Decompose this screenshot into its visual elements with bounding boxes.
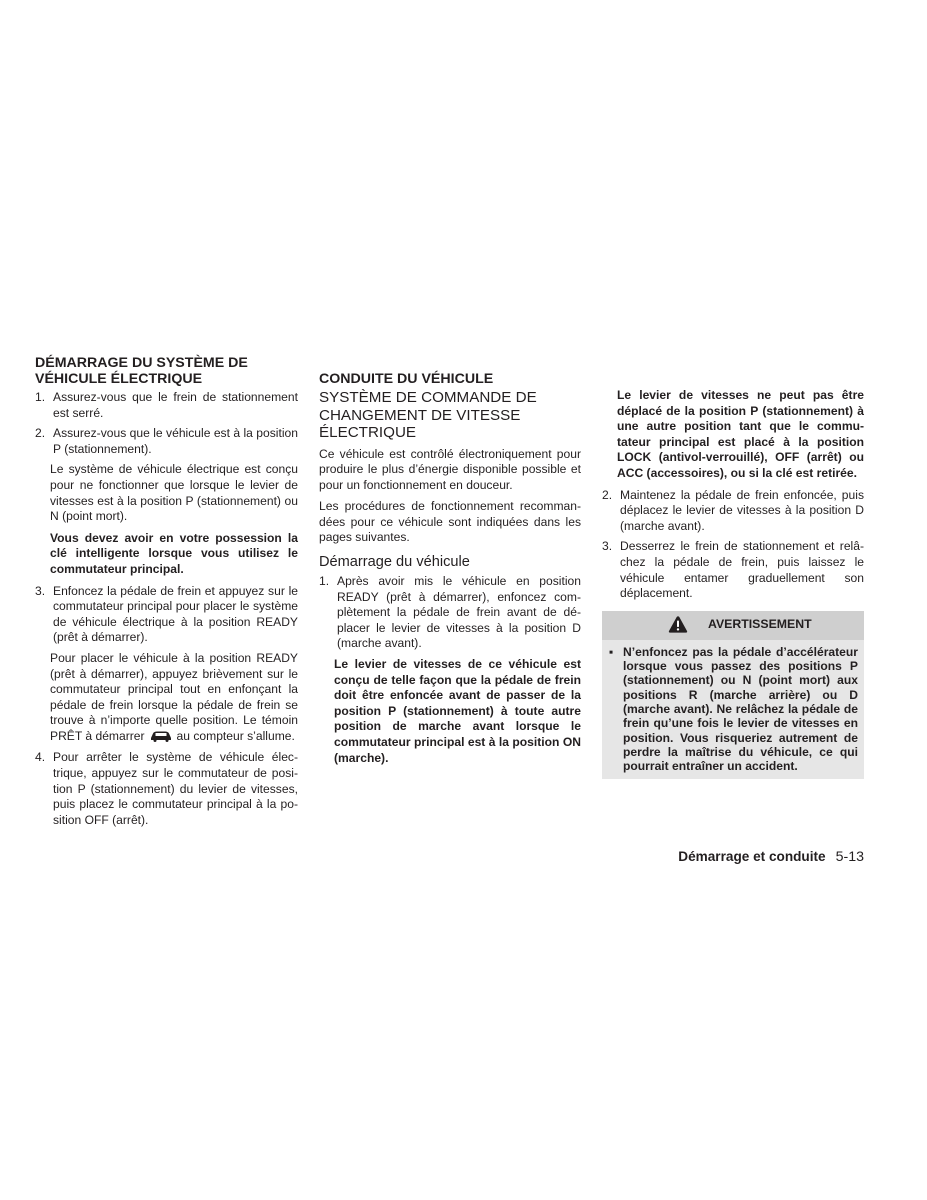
step-text: Pour arrêter le système de véhicule électrique, appuyez sur le commutateur de position P (stationnement) du levier de vitesses, puis placez le commutateur principal à la position OFF (arrêt). — [53, 750, 298, 827]
step-text: Assurez-vous que le frein de stationnement est serré. — [53, 390, 298, 420]
step-number: 1. — [35, 390, 46, 404]
column-1 — [35, 355, 298, 833]
paragraph-ready — [35, 651, 298, 745]
paragraph: Les procédures de fonctionnement recommandées pour ce véhicule sont indiquées dans les pages suivantes. — [319, 499, 581, 545]
bold-note: Le levier de vitesses de ce véhicule est conçu de telle façon que la pédale de frein doit être enfoncée avant de passer de la position P (stationnement) à toute autre position de marche avant lorsque le commutateur principal est à la position ON (marche). — [334, 657, 581, 765]
warning-body — [602, 640, 864, 780]
section-title-driving: CONDUITE DU VÉHICULE — [319, 371, 494, 387]
list-item — [35, 584, 298, 646]
section-title-start-system: DÉMARRAGE DU SYSTÈME DE VÉHICULE ÉLECTRIQUE — [35, 355, 248, 387]
warning-header — [602, 611, 864, 640]
step-number: 3. — [35, 583, 46, 598]
step-number: 4. — [35, 750, 46, 765]
paragraph: Ce véhicule est contrôlé électroniquement pour produire le plus d’énergie disponible possible et pour un fonctionnement en douceur. — [319, 446, 581, 492]
bold-note: Le levier de vitesses ne peut pas être déplacé de la position P (stationnement) à une autre position tant que le commutateur principal est placé à la position LOCK (antivol-verrouillé), OFF (arrêt) ou ACC (accessoires), ou si la clé est retirée. — [617, 388, 864, 480]
subsection-title-shift-system: SYSTÈME DE COMMANDE DE CHANGEMENT DE VITESSE ÉLECTRIQUE — [319, 389, 537, 441]
list-item — [35, 426, 298, 457]
warning-text: N’enfoncez pas la pédale d’accélérateur lorsque vous passez des positions P (stationnement) ou N (point mort) aux positions R (marche arrière) ou D (marche avant). Ne relâchez la pédale de frein qu’une fois le levier de vitesses en position. Vous risqueriez autrement de perdre la maîtrise du véhicule, ce qui pourrait entraîner un accident. — [623, 644, 858, 774]
step-number: 2. — [602, 487, 613, 502]
warning-box — [602, 611, 864, 780]
paragraph: Le système de véhicule électrique est conçu pour ne fonctionner que lorsque le levier de vitesses est à la position P (stationnement) ou N (point mort). — [50, 462, 298, 524]
car-ready-icon — [149, 729, 173, 742]
step-number: 3. — [602, 539, 613, 554]
column-3 — [602, 388, 864, 779]
paragraph-text: au compteur s’allume. — [176, 728, 295, 743]
page-footer — [678, 848, 864, 866]
column-2 — [319, 371, 581, 772]
step-text: Maintenez la pédale de frein enfoncée, puis déplacez le levier de vitesses à la position D (marche avant). — [620, 487, 864, 533]
warning-label: AVERTISSEMENT — [708, 617, 812, 632]
page-number: 5-13 — [835, 849, 864, 865]
step-text: Desserrez le frein de stationnement et relâchez la pédale de frein, puis laissez le véhicule entamer graduellement son déplacement. — [620, 539, 864, 601]
step-number: 2. — [35, 426, 46, 441]
step-text: Après avoir mis le véhicule en position READY (prêt à démarrer), enfoncez complètement la pédale de frein avant de déplacer le levier de vitesses à la position D (marche avant). — [337, 574, 581, 651]
subsection-title-starting: Démarrage du véhicule — [319, 554, 470, 571]
list-item — [35, 750, 298, 828]
warning-triangle-icon — [668, 615, 688, 634]
step-number: 1. — [319, 574, 330, 589]
step-text: Enfoncez la pédale de frein et appuyez sur le commutateur principal pour placer le système de véhicule électrique à la position READY (prêt à démarrer). — [53, 583, 298, 645]
paragraph-text: Pour placer le véhicule à la position READY (prêt à démarrer), appuyez brièvement sur le commutateur principal tout en enfonçant la pédale de frein lorsque la pédale de frein se trouve à n’importe quelle position. Le témoin PRÊT à démarrer — [50, 650, 298, 743]
bullet: ▪ — [609, 644, 614, 659]
list-item — [602, 488, 864, 535]
list-item — [602, 539, 864, 601]
step-text: Assurez-vous que le véhicule est à la position P (stationnement). — [53, 426, 298, 456]
list-item — [319, 574, 581, 652]
bold-note: Vous devez avoir en votre possession la clé intelligente lorsque vous utilisez le commutateur principal. — [50, 530, 298, 576]
list-item — [35, 390, 298, 421]
footer-chapter-title: Démarrage et conduite — [678, 849, 826, 864]
